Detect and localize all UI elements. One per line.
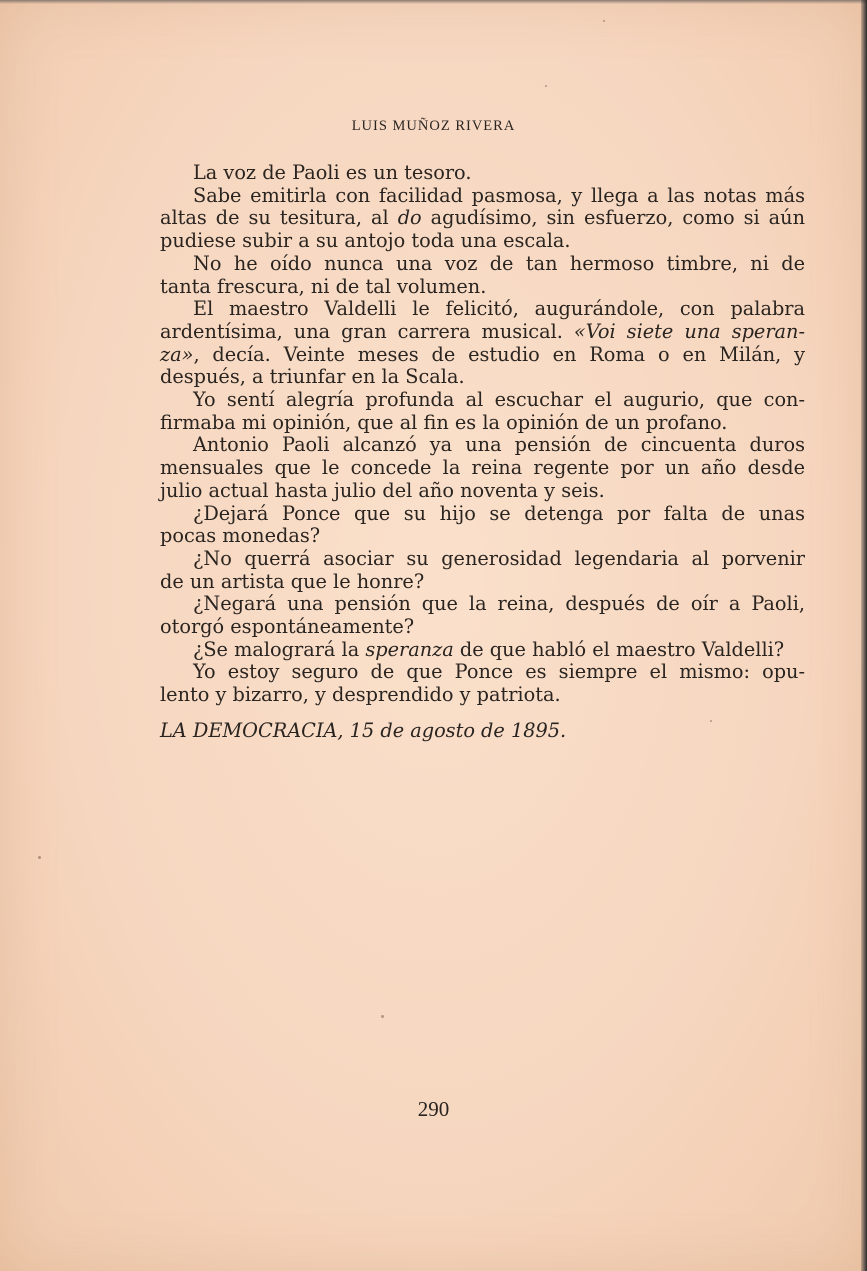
text-line [160,639,805,662]
paper-speck [545,85,547,87]
text-line: pudiese subir a su antojo toda una escala. [160,229,571,253]
paragraph-7 [160,503,805,548]
text-line: La voz de Paoli es un tesoro. [193,161,472,184]
italic-quote: za» [160,342,194,366]
text-line [160,321,805,344]
text-line: El maestro Valdelli le felicitó, augurándole, con palabra [193,297,805,321]
page-right-edge [861,0,867,1271]
paragraph-9 [160,593,805,638]
text-line: ¿Dejará Ponce que su hijo se detenga por falta de unas [193,501,805,525]
text-line: julio actual hasta julio del año noventa y seis. [160,478,605,502]
text-line: ¿Negará una pensión que la reina, después de oír a Paoli, [193,592,805,616]
text-line: Yo estoy seguro de que Ponce es siempre el mismo: opu- [193,660,805,684]
text-run: , decía. Veinte meses de estudio en Roma o en Milán, y [193,342,805,366]
text-run: ardentísima, una gran carrera musical. [160,319,574,343]
paragraph-4 [160,298,805,389]
paragraph-1 [160,162,805,185]
paper-speck [603,20,605,22]
source-citation: LA DEMOCRACIA, 15 de agosto de 1895. [160,719,567,742]
italic-term: do [397,206,422,230]
text-line: Sabe emitirla con facilidad pasmosa, y llega a las notas más [193,183,805,207]
text-run: agudísimo, sin esfuerzo, como si aún [421,206,805,230]
paragraph-5 [160,389,805,434]
running-title: LUIS MUÑOZ RIVERA [351,118,516,134]
paragraph-6 [160,434,805,502]
text-line: Antonio Paoli alcanzó ya una pensión de cincuenta duros [193,433,805,457]
paragraph-11 [160,661,805,706]
text-line: firmaba mi opinión, que al fin es la opinión de un profano. [160,410,728,434]
text-run: ¿Se malogrará la [193,637,366,661]
text-line: de un artista que le honre? [160,569,425,593]
paragraph-2 [160,185,805,253]
paper-speck [38,856,41,859]
text-line: Yo sentí alegría profunda al escuchar el augurio, que con- [193,388,805,412]
page-top-edge [0,0,867,4]
text-line: otorgó espontáneamente? [160,615,415,639]
paper-speck [381,1015,384,1018]
italic-term: speranza [365,637,454,661]
text-line: mensuales que le concede la reina regente por un año desde [160,456,805,480]
paper-speck [710,720,712,722]
paragraph-10 [160,639,805,662]
text-run: de que habló el maestro Valdelli? [453,637,785,661]
paragraph-3 [160,253,805,298]
text-line: ¿No querrá asociar su generosidad legendaria al porvenir [193,546,805,570]
text-line: después, a triunfar en la Scala. [160,365,465,389]
text-line: No he oído nunca una voz de tan hermoso timbre, ni de [193,251,805,275]
page-number: 290 [417,1097,450,1121]
text-line [160,344,805,367]
italic-quote: «Voi siete una speran- [573,319,805,343]
text-line: tanta frescura, ni de tal volumen. [160,274,487,298]
text-run: altas de su tesitura, al [160,206,398,230]
text-line: pocas monedas? [160,524,321,548]
article-body [160,162,805,707]
paragraph-8 [160,548,805,593]
text-line [160,207,805,230]
text-line: lento y bizarro, y desprendido y patriota. [160,683,561,707]
